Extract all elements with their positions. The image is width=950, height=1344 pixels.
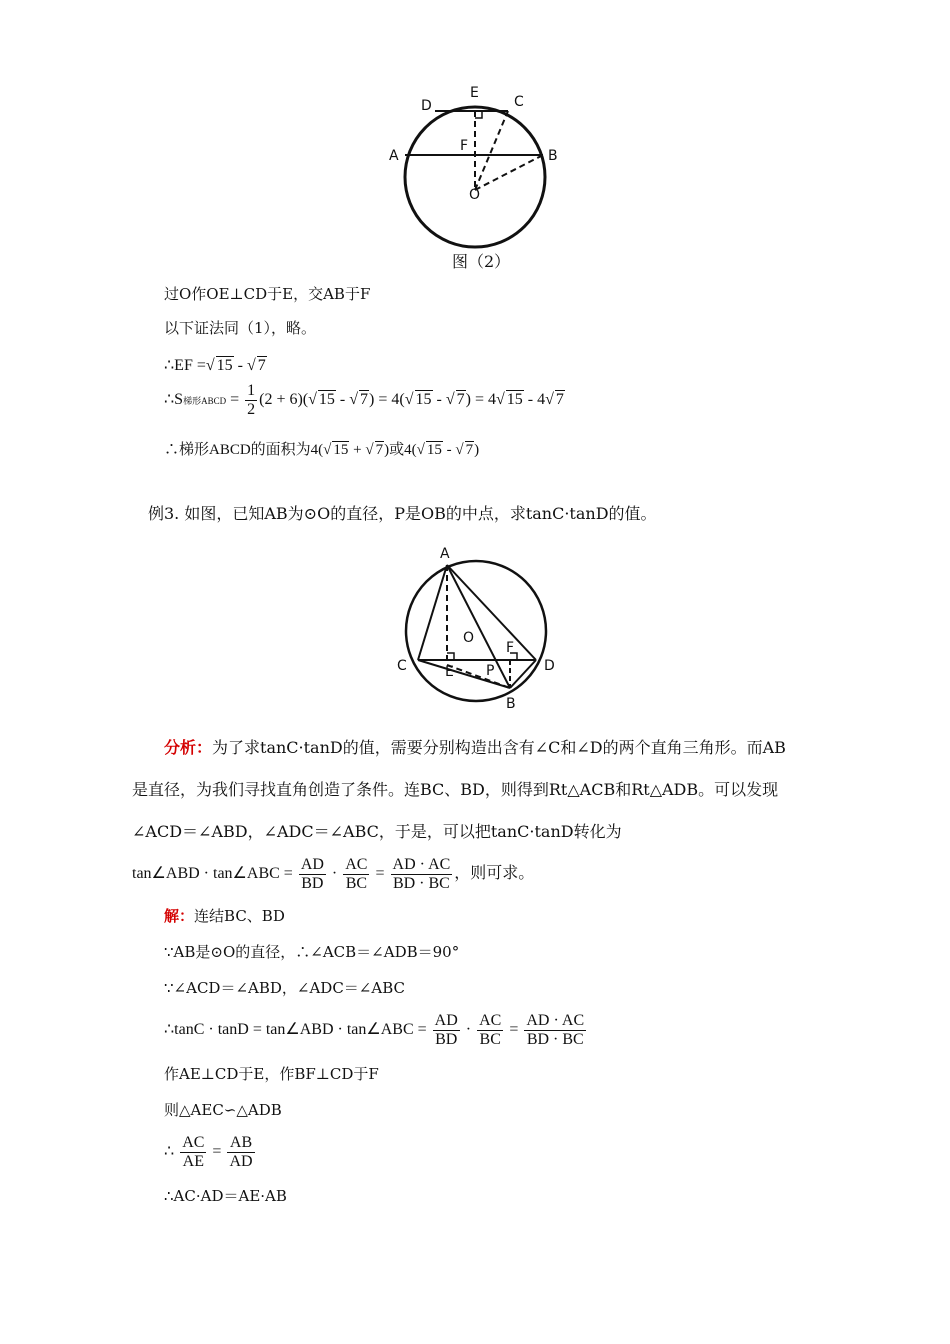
text-line-oe: 过O作OE⊥CD于E，交AB于F	[164, 285, 371, 303]
formula-area-s: ∴S梯形ABCD = $\frac{1}{2}$ (2 + 6)(√ 15 - √ 7) = 4(√ 15 - √ 7) = 4√ 15 - 4√ 7	[164, 382, 564, 418]
figure-2-caption: 图（2）	[452, 252, 511, 271]
solution-line-1: 解：连结BC、BD	[164, 907, 285, 925]
fig2-label-a: A	[389, 148, 399, 164]
ex3-label-c: C	[397, 658, 407, 674]
analysis-formula: tan∠ABD · tan∠ABC = $\frac{AD}{BD}$ · $\frac{AC}{BC}$ = $\frac{AD \cdot AC}{BD \cdot BC}$ ，则可求。	[132, 856, 535, 892]
analysis-line-2: 是直径，为我们寻找直角创造了条件。连BC、BD，则得到Rt△ACB和Rt△ADB。可以发现	[132, 780, 779, 799]
ex3-label-d: D	[544, 658, 555, 674]
solution-line-2: ∵AB是⊙O的直径，∴∠ACB＝∠ADB＝90°	[164, 943, 460, 961]
fig2-label-f: F	[460, 138, 469, 154]
fig2-label-c: C	[514, 94, 524, 110]
formula-ef: ∴EF =√ 15 - √ 7	[164, 357, 266, 374]
solution-line-6: 则△AEC∽△ADB	[164, 1101, 282, 1119]
solution-formula-ratio: ∴ $\frac{AC}{AE}$ = $\frac{AB}{AD}$	[164, 1134, 253, 1170]
figure-example-3-diagram	[390, 540, 570, 720]
analysis-label: 分析：	[164, 738, 213, 757]
ex3-label-a: A	[440, 546, 450, 562]
analysis-line-1: 分析：为了求tanC·tanD的值，需要分别构造出含有∠C和∠D的两个直角三角形。而AB	[164, 738, 786, 757]
formula-area-result: ∴梯形ABCD的面积为4(√ 15 + √ 7)或4(√ 15 - √ 7)	[164, 442, 480, 458]
solution-line-8: ∴AC·AD＝AE·AB	[164, 1187, 287, 1205]
ex3-label-o: O	[463, 630, 475, 646]
fig2-label-d: D	[421, 98, 432, 114]
fig2-label-b: B	[548, 148, 558, 164]
solution-line-3: ∵∠ACD＝∠ABD，∠ADC＝∠ABC	[164, 979, 405, 997]
ex3-label-e: E	[445, 664, 454, 680]
ex3-label-f: F	[506, 640, 515, 656]
ex3-label-b: B	[506, 696, 516, 712]
fig2-label-o: O	[469, 187, 481, 203]
solution-label: 解：	[164, 907, 195, 925]
text-line-proof-same: 以下证法同（1），略。	[164, 319, 317, 337]
fig2-label-e: E	[470, 85, 479, 101]
analysis-line-3: ∠ACD＝∠ABD，∠ADC＝∠ABC，于是，可以把tanC·tanD转化为	[132, 822, 622, 841]
figure-2-circle-diagram	[380, 80, 580, 280]
solution-line-5: 作AE⊥CD于E，作BF⊥CD于F	[164, 1065, 379, 1083]
ex3-label-p: P	[486, 663, 495, 679]
example-3-title: 例3. 如图，已知AB为⊙O的直径，P是OB的中点，求tanC·tanD的值。	[148, 504, 657, 523]
solution-formula-tan: ∴tanC · tanD = tan∠ABD · tan∠ABC = $\frac{AD}{BD}$ · $\frac{AC}{BC}$ = $\frac{AD \cdot AC}{BD \cdot BC}$	[164, 1012, 585, 1048]
